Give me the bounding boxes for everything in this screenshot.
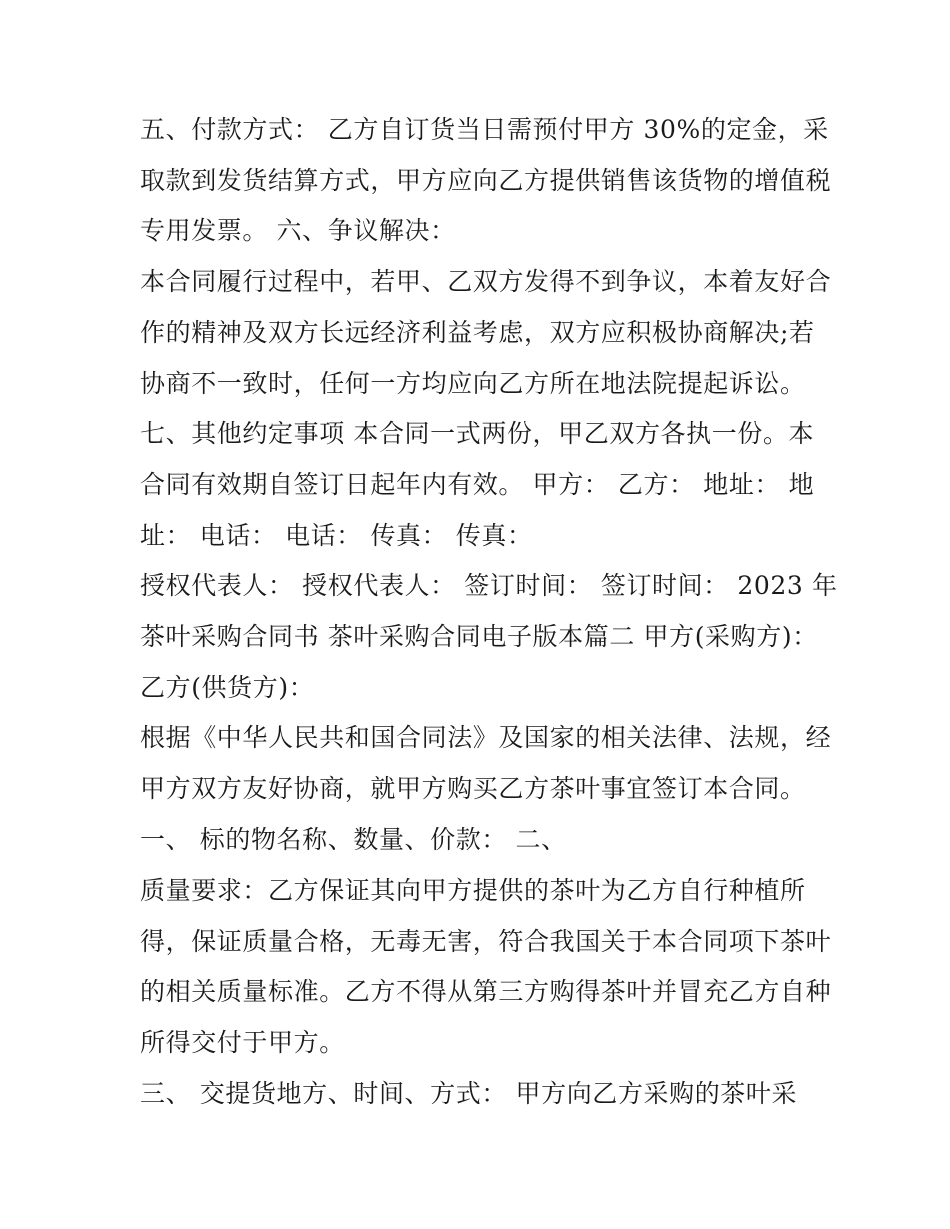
text-line: 茶叶采购合同书 茶叶采购合同电子版本篇二 甲方(采购方)： [140, 622, 818, 651]
text-line: 的相关质量标准。乙方不得从第三方购得茶叶并冒充乙方自种 [140, 977, 832, 1006]
text-line: 质量要求：乙方保证其向甲方提供的茶叶为乙方自行种植所 [140, 876, 806, 905]
text-line: 甲方双方友好协商，就甲方购买乙方茶叶事宜签订本合同。 [140, 774, 806, 803]
text-line: 授权代表人： 授权代表人： 签订时间： 签订时间： 2023 年 [140, 571, 838, 600]
text-line: 七、其他约定事项 本合同一式两份，甲乙双方各执一份。本 [140, 419, 815, 448]
text-line: 合同有效期自签订日起年内有效。 甲方： 乙方： 地址： 地 [140, 470, 815, 499]
text-line: 三、 交提货地方、时间、方式： 甲方向乙方采购的茶叶采 [140, 1079, 798, 1108]
text-line: 专用发票。 六、争议解决： [140, 216, 456, 245]
text-line: 五、付款方式： 乙方自订货当日需预付甲方 30%的定金，采 [140, 115, 829, 144]
text-line: 得，保证质量合格，无毒无害，符合我国关于本合同项下茶叶 [140, 927, 832, 956]
text-line: 作的精神及双方长远经济利益考虑，双方应积极协商解决;若 [140, 318, 815, 347]
text-line: 一、 标的物名称、数量、价款： 二、 [140, 825, 567, 854]
text-line: 址： 电话： 电话： 传真： 传真： [140, 521, 533, 550]
text-line: 根据《中华人民共和国合同法》及国家的相关法律、法规，经 [140, 723, 832, 752]
text-line: 所得交付于甲方。 [140, 1028, 345, 1057]
text-line: 本合同履行过程中，若甲、乙双方发得不到争议，本着友好合 [140, 267, 832, 296]
text-line: 乙方(供货方)： [140, 673, 315, 702]
text-line: 协商不一致时，任何一方均应向乙方所在地法院提起诉讼。 [140, 369, 806, 398]
text-line: 取款到发货结算方式，甲方应向乙方提供销售该货物的增值税 [140, 166, 832, 195]
